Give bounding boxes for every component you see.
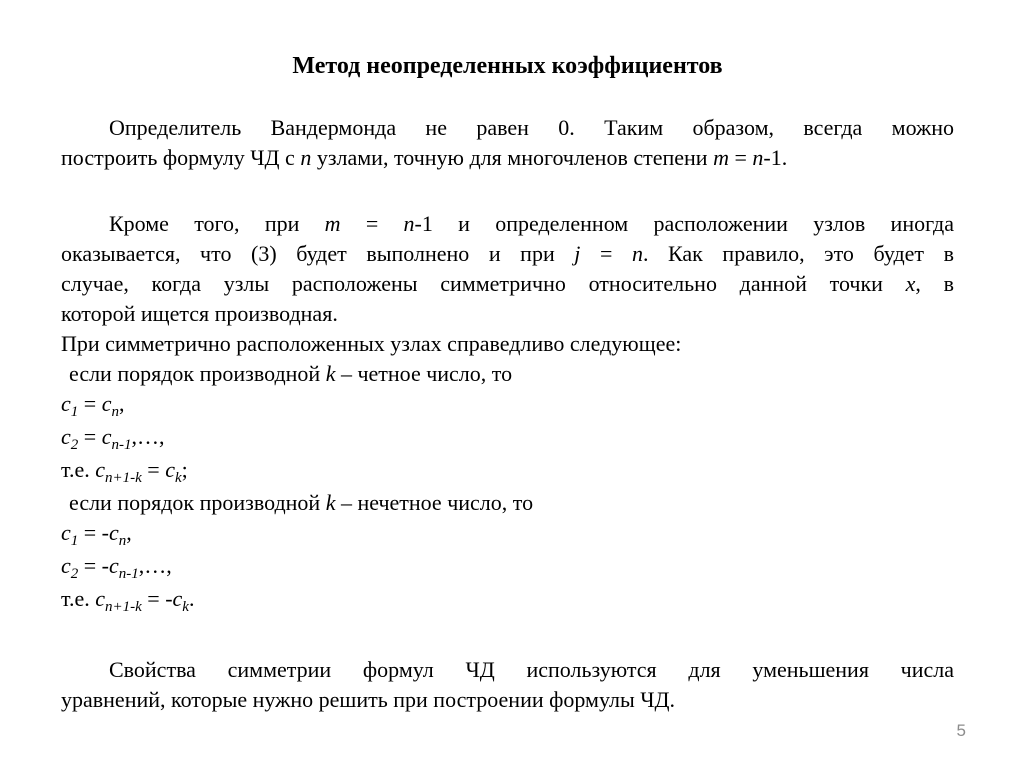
slide-title: Метод неопределенных коэффициентов: [292, 53, 723, 79]
page-number: 5: [956, 721, 966, 740]
p2-line4: которой ищется производная.: [61, 301, 338, 326]
formula-odd-c1: $c_1 = -c_n$,: [61, 520, 132, 549]
symmetric-nodes-statement: При симметрично расположенных узлах справедливо следующее:: [61, 331, 682, 356]
p2-line2: оказывается, что (3) будет выполнено и при j = n. Как правило, это будет в: [61, 241, 954, 266]
formula-odd-general: т.е. $c_{n+1-k} = -c_k$.: [61, 586, 195, 615]
formula-odd-c2: $c_2$ = $-c_{n-1},\dots$,: [61, 553, 172, 582]
formula-even-general: т.е. $c_{n+1-k} = c_k$;: [61, 457, 188, 486]
p3-line1: Свойства симметрии формул ЧД используются для уменьшения числа: [109, 657, 954, 682]
even-order-condition: если порядок производной k – четное число, то: [69, 361, 513, 386]
formula-even-c1: $c_1 = c_n$,: [61, 391, 125, 420]
p3-line2: уравнений, которые нужно решить при построении формулы ЧД.: [61, 687, 676, 712]
odd-order-condition: если порядок производной k – нечетное число, то: [69, 490, 534, 515]
formula-even-c2: $c_2$ = $c_{n-1},\dots$,: [61, 424, 165, 453]
slide-content: [61, 53, 954, 715]
p2-line1: Кроме того, при m = n-1 и определенном расположении узлов иногда: [109, 211, 954, 236]
p2-line3: случае, когда узлы расположены симметрично относительно данной точки x, в: [61, 271, 955, 296]
slide-body-lines: [61, 113, 954, 715]
p1-line2: построить формулу ЧД с n узлами, точную для многочленов степени m = n-1.: [61, 145, 788, 170]
p1-line1: Определитель Вандермонда не равен 0. Таким образом, всегда можно: [109, 115, 954, 140]
